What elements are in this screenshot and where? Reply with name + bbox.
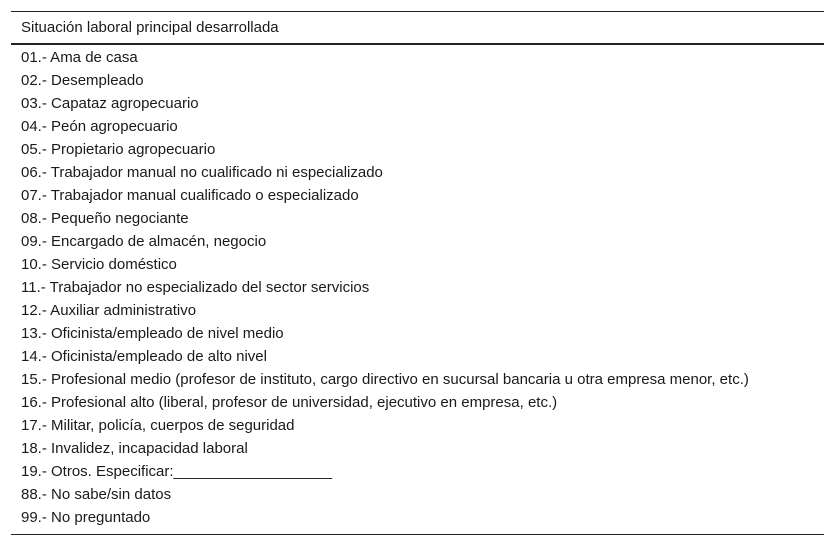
table-row: 03.- Capataz agropecuario bbox=[21, 95, 199, 112]
table-row: 05.- Propietario agropecuario bbox=[21, 141, 216, 158]
table-row: 10.- Servicio doméstico bbox=[21, 256, 177, 273]
table-row: 88.- No sabe/sin datos bbox=[21, 486, 172, 503]
table-row: 14.- Oficinista/empleado de alto nivel bbox=[21, 348, 267, 365]
table-row: 12.- Auxiliar administrativo bbox=[21, 302, 197, 319]
table-row: 99.- No preguntado bbox=[21, 509, 151, 526]
table-row: 06.- Trabajador manual no cualificado ni especializado bbox=[21, 164, 383, 181]
table-row: 17.- Militar, policía, cuerpos de seguridad bbox=[21, 417, 295, 434]
table-row: 02.- Desempleado bbox=[21, 72, 144, 89]
table-row: 08.- Pequeño negociante bbox=[21, 210, 189, 227]
table-row: 18.- Invalidez, incapacidad laboral bbox=[21, 440, 248, 457]
table-row: 15.- Profesional medio (profesor de instituto, cargo directivo en sucursal bancaria u otra empresa menor, etc.) bbox=[21, 371, 749, 388]
table-row: 13.- Oficinista/empleado de nivel medio bbox=[21, 325, 284, 342]
table-body bbox=[11, 45, 824, 534]
table-header: Situación laboral principal desarrollada bbox=[11, 12, 824, 45]
table-row: 01.- Ama de casa bbox=[21, 49, 138, 66]
table-row: 04.- Peón agropecuario bbox=[21, 118, 178, 135]
occupation-table bbox=[11, 11, 824, 535]
table-row: 09.- Encargado de almacén, negocio bbox=[21, 233, 267, 250]
table-row: 07.- Trabajador manual cualificado o especializado bbox=[21, 187, 359, 204]
table-row: 16.- Profesional alto (liberal, profesor de universidad, ejecutivo en empresa, etc.) bbox=[21, 394, 558, 411]
table-row: 19.- Otros. Especificar:___________________ bbox=[21, 463, 333, 480]
table-row: 11.- Trabajador no especializado del sector servicios bbox=[21, 279, 370, 296]
